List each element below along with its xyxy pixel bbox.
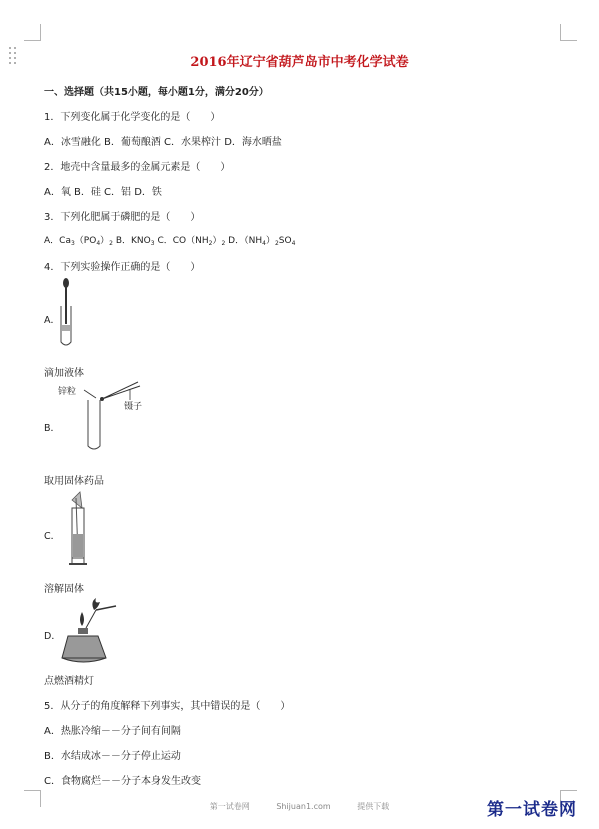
section-heading: 一、选择题（共15小题，每小题1分，满分20分） xyxy=(44,87,269,98)
crop-mark-top-right xyxy=(560,24,577,41)
q4-caption-c: 溶解固体 xyxy=(44,584,84,595)
q4-option-a-label: A． xyxy=(44,315,60,326)
question-1-options: A．冰雪融化 B．葡萄酿酒 C．水果榨汁 D．海水晒盐 xyxy=(44,137,282,148)
q5-option-b: B．水结成冰－－分子停止运动 xyxy=(44,751,181,762)
q3-option-b: B．$KNO_3$ xyxy=(115,236,155,247)
q5-option-a: A．热胀冷缩－－分子间有间隔 xyxy=(44,726,181,737)
footer-site-name: 第一试卷网 xyxy=(209,802,250,811)
q4-caption-b: 取用固体药品 xyxy=(44,476,104,487)
q3-option-c: C．$CO(NH_2)_2$ xyxy=(157,236,226,247)
question-3-options xyxy=(44,233,295,247)
graduated-cylinder-figure xyxy=(66,490,96,570)
brand-watermark: 第一试卷网 xyxy=(487,800,577,820)
footer-site-url[interactable]: Shijuan1.com xyxy=(276,802,331,811)
zinc-label: 锌粒 xyxy=(58,387,77,397)
question-4-stem: 4．下列实验操作正确的是（ ） xyxy=(44,262,201,273)
q3-option-a: A．$Ca_3(PO_4)_2$ xyxy=(44,236,113,247)
q4-caption-d: 点燃酒精灯 xyxy=(44,676,94,687)
tweezers-test-tube-figure xyxy=(80,378,150,453)
q4-option-b-label: B． xyxy=(44,423,61,434)
crop-mark-top-left xyxy=(24,24,41,41)
question-3-stem: 3．下列化肥属于磷肥的是（ ） xyxy=(44,212,201,223)
page-title: 2016年辽宁省葫芦岛市中考化学试卷 xyxy=(190,55,409,70)
q3-option-d: D．$(NH_4)_2SO_4$ xyxy=(228,236,296,247)
footer-download-text: 提供下载 xyxy=(357,802,390,811)
q4-option-d-label: D． xyxy=(44,631,61,642)
question-5-stem: 5．从分子的角度解释下列事实，其中错误的是（ ） xyxy=(44,701,291,712)
q4-caption-a: 滴加液体 xyxy=(44,368,84,379)
q5-option-c: C．食物腐烂－－分子本身发生改变 xyxy=(44,776,201,787)
question-2-stem: 2．地壳中含量最多的金属元素是（ ） xyxy=(44,162,231,173)
question-2-options: A．氧 B．硅 C．铝 D．铁 xyxy=(44,187,162,198)
tweezers-label: 镊子 xyxy=(124,402,143,412)
alcohol-lamp-figure xyxy=(60,596,120,668)
question-1-stem: 1．下列变化属于化学变化的是（ ） xyxy=(44,112,221,123)
q4-option-c-label: C． xyxy=(44,531,61,542)
